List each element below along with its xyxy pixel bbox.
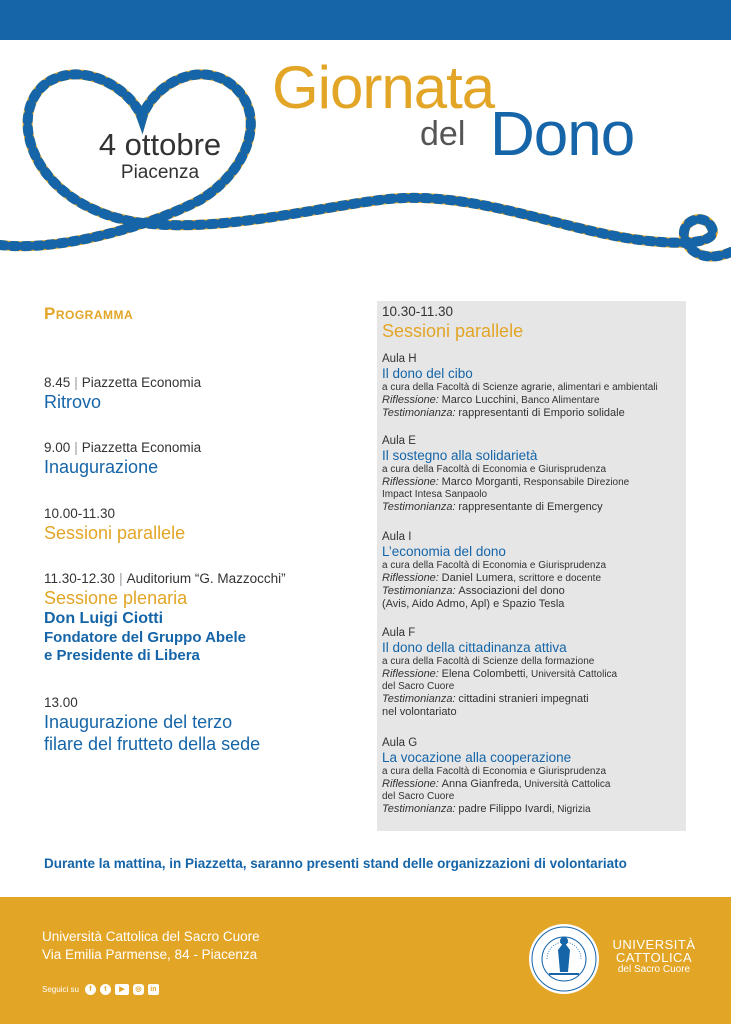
event-time: 10.00-11.30: [44, 506, 116, 521]
session-block: [382, 626, 682, 718]
session-title: Il sostegno alla solidarietà: [382, 448, 538, 463]
session-faculty: a cura della Facoltà di Economia e Giurisprudenza: [382, 766, 607, 777]
separator: |: [74, 440, 78, 455]
session-testimony: Testimonianza: cittadini stranieri impegnati: [382, 693, 589, 705]
title-giornata: Giornata: [272, 54, 495, 121]
separator: |: [119, 571, 123, 586]
event-date: 4 ottobre: [98, 127, 222, 162]
event-time: 8.45: [44, 375, 71, 390]
university-name: Università Cattolica del Sacro Cuore: [42, 929, 260, 944]
event-date-block: [60, 128, 260, 184]
session-title: L’economia del dono: [382, 544, 506, 559]
session-room: Aula E: [382, 435, 416, 447]
session-testimony: Testimonianza: rappresentanti di Emporio solidale: [382, 407, 625, 419]
session-faculty: a cura della Facoltà di Economia e Giurisprudenza: [382, 560, 607, 571]
twitter-icon[interactable]: t: [100, 984, 111, 995]
program-event: [44, 694, 364, 755]
event-city: Piacenza: [120, 162, 200, 183]
program-event: [44, 570, 364, 665]
session-testimony-cont: nel volontariato: [382, 706, 457, 718]
session-reflection: Riflessione: Marco Lucchini, Banco Alimentare: [382, 394, 600, 406]
footer-address: [42, 928, 260, 964]
session-reflection: Riflessione: Marco Morganti, Responsabile Direzione: [382, 476, 630, 488]
event-title: Sessioni parallele: [44, 523, 186, 543]
session-title: Il dono della cittadinanza attiva: [382, 640, 567, 655]
speaker-role: e Presidente di Libera: [44, 647, 200, 664]
title-del: del: [420, 115, 466, 153]
event-time: 13.00: [44, 695, 78, 710]
session-testimony: Testimonianza: padre Filippo Ivardi, Nigrizia: [382, 803, 591, 815]
university-seal-icon: [527, 922, 601, 996]
session-testimony: Testimonianza: rappresentante di Emergency: [382, 501, 603, 513]
address: Via Emilia Parmense, 84 - Piacenza: [42, 947, 258, 962]
speaker-role: Fondatore del Gruppo Abele: [44, 629, 246, 646]
event-time: 9.00: [44, 440, 71, 455]
session-testimony-cont: (Avis, Aido Admo, Apl) e Spazio Tesla: [382, 598, 565, 610]
session-reflection-cont: Impact Intesa Sanpaolo: [382, 489, 488, 500]
youtube-icon[interactable]: ▶: [115, 984, 129, 995]
session-room: Aula H: [382, 353, 417, 365]
parallel-title: Sessioni parallele: [382, 321, 524, 341]
program-event: [44, 439, 364, 478]
event-time: 11.30-12.30: [44, 571, 116, 586]
event-title: Sessione plenaria: [44, 588, 188, 608]
event-title: Inaugurazione del terzo: [44, 712, 233, 732]
university-logo: UNIVERSITÀ CATTOLICA del Sacro Cuore: [612, 937, 696, 975]
session-block: [382, 736, 682, 816]
session-reflection: Riflessione: Anna Gianfreda, Università Cattolica: [382, 778, 611, 790]
session-faculty: a cura della Facoltà di Scienze agrarie, alimentari e ambientali: [382, 382, 658, 393]
session-reflection-cont: del Sacro Cuore: [382, 791, 455, 802]
follow-label: Seguici su: [42, 985, 79, 994]
session-testimony: Testimonianza: Associazioni del dono: [382, 585, 565, 597]
event-place: Auditorium “G. Mazzocchi”: [126, 571, 286, 586]
speaker-name: Don Luigi Ciotti: [44, 610, 164, 627]
facebook-icon[interactable]: f: [85, 984, 96, 995]
morning-note: Durante la mattina, in Piazzetta, saranno presenti stand delle organizzazioni di volontariato: [44, 856, 627, 871]
title-dono: Dono: [490, 100, 635, 169]
parallel-time: 10.30-11.30: [382, 304, 454, 319]
event-title: Ritrovo: [44, 392, 102, 412]
program-heading: Programma: [44, 304, 134, 323]
instagram-icon[interactable]: ◎: [133, 984, 144, 995]
session-title: Il dono del cibo: [382, 366, 473, 381]
session-block: [382, 434, 682, 514]
session-reflection: Riflessione: Elena Colombetti, Università Cattolica: [382, 668, 618, 680]
event-title: filare del frutteto della sede: [44, 734, 261, 754]
event-place: Piazzetta Economia: [81, 375, 202, 390]
session-reflection: Riflessione: Daniel Lumera, scrittore e docente: [382, 572, 602, 584]
session-room: Aula G: [382, 737, 418, 749]
social-links: [42, 984, 159, 995]
session-room: Aula F: [382, 627, 416, 639]
session-block: [382, 352, 682, 420]
session-block: [382, 530, 682, 610]
program-event: [44, 374, 364, 413]
program-event: [44, 505, 364, 544]
linkedin-icon[interactable]: in: [148, 984, 159, 995]
session-faculty: a cura della Facoltà di Economia e Giurisprudenza: [382, 464, 607, 475]
event-place: Piazzetta Economia: [81, 440, 202, 455]
session-faculty: a cura della Facoltà di Scienze della formazione: [382, 656, 595, 667]
parallel-sessions-header: [382, 304, 523, 342]
session-room: Aula I: [382, 531, 412, 543]
session-reflection-cont: del Sacro Cuore: [382, 681, 455, 692]
separator: |: [74, 375, 78, 390]
session-title: La vocazione alla cooperazione: [382, 750, 572, 765]
top-blue-bar: [0, 0, 731, 40]
event-title: Inaugurazione: [44, 457, 159, 477]
